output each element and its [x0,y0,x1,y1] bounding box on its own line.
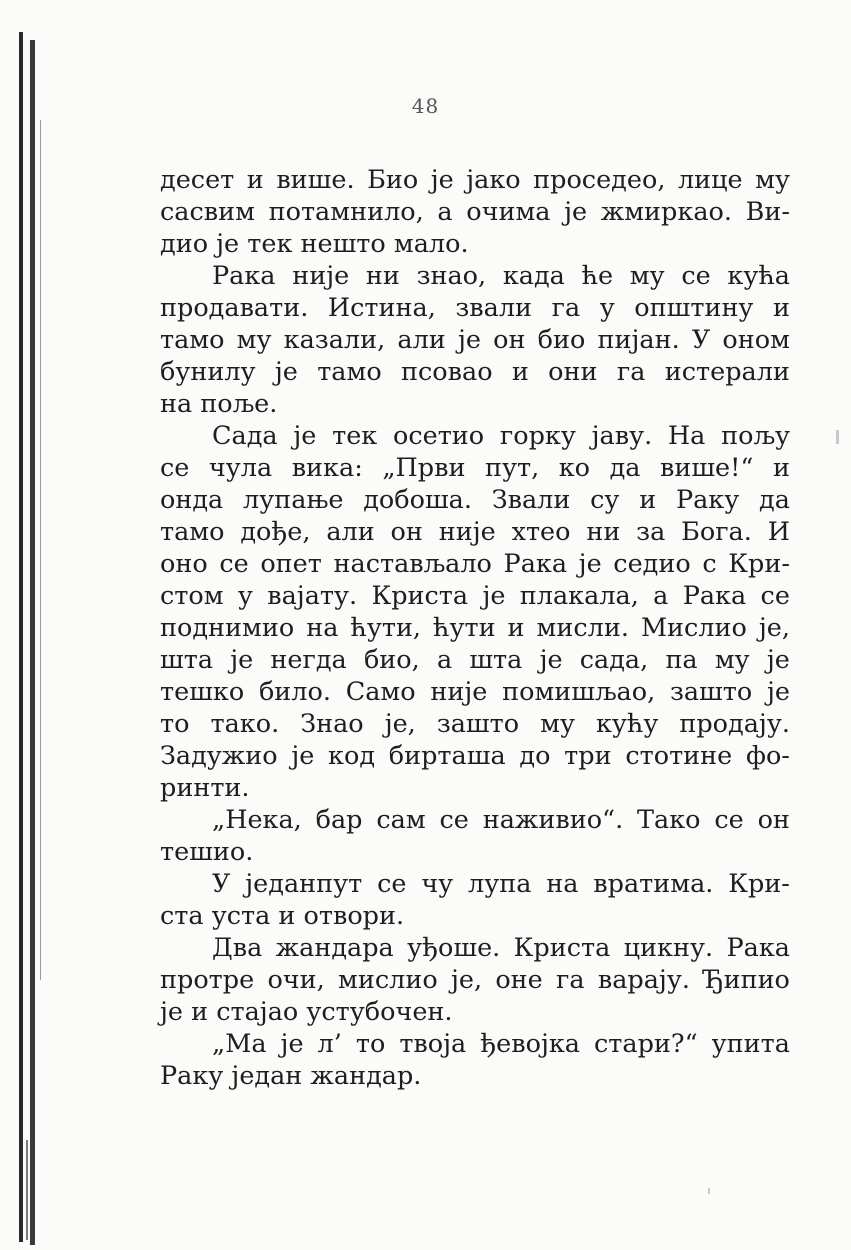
spine-line [40,120,41,980]
text-line: шта је негда био, а шта је сада, па му је [160,645,790,675]
text-line: се чула вика: „Први пут, ко да више!“ и [160,453,790,483]
text-line: протре очи, мислио је, оне га варају. Ђипио [160,965,790,995]
text-line: Два жандара уђоше. Криста цикну. Рака [212,933,790,963]
text-line: Рака није ни знао, када ће му се кућа [212,261,790,291]
text-line: ста уста и отвори. [160,901,405,931]
text-line: тешко било. Само није помишљао, зашто је [160,677,790,707]
text-line: тамо дође, али он није хтео ни за Бога. И [160,517,790,547]
text-line: „Ма је л’ то твоја ђевојка стари?“ упита [212,1029,790,1059]
paper-speck [836,430,839,444]
spine-line [26,1140,28,1240]
text-line: Задужио је код бирташа до три стотине фо- [160,741,790,771]
text-line: бунилу је тамо псовао и они га истерали [160,357,790,387]
text-line: ринти. [160,773,250,803]
body-text [160,164,790,1092]
spine-line [19,32,23,1242]
text-line: оно се опет настављало Рака је седио с Кри- [160,549,790,579]
text-line: Раку један жандар. [160,1061,422,1091]
text-line: десет и више. Био је јако проседео, лице му [160,165,790,195]
text-line: тешио. [160,837,254,867]
text-line: дио је тек нешто мало. [160,229,469,259]
text-line: онда лупање добоша. Звали су и Раку да [160,485,790,515]
text-line: на поље. [160,389,278,419]
spine-line [30,40,35,1245]
text-line: стом у вајату. Криста је плакала, а Рака се [160,581,790,611]
text-line: Сада је тек осетио горку јаву. На пољу [212,421,790,451]
page-number: 48 [411,94,440,118]
text-line: У једанпут се чу лупа на вратима. Кри- [212,869,790,899]
text-line: „Нека, бар сам се наживио“. Тако се он [212,805,790,835]
text-line: сасвим потамнило, а очима је жмиркао. Ви- [160,197,790,227]
text-line: је и стајао устубочен. [160,997,453,1027]
text-line: то тако. Знао је, зашто му кућу продају. [160,709,790,739]
text-line: поднимио на ћути, ћути и мисли. Мислио је, [160,613,790,643]
paper-speck [708,1188,710,1194]
text-line: продавати. Истина, звали га у општину и [160,293,790,323]
text-line: тамо му казали, али је он био пијан. У оном [160,325,790,355]
